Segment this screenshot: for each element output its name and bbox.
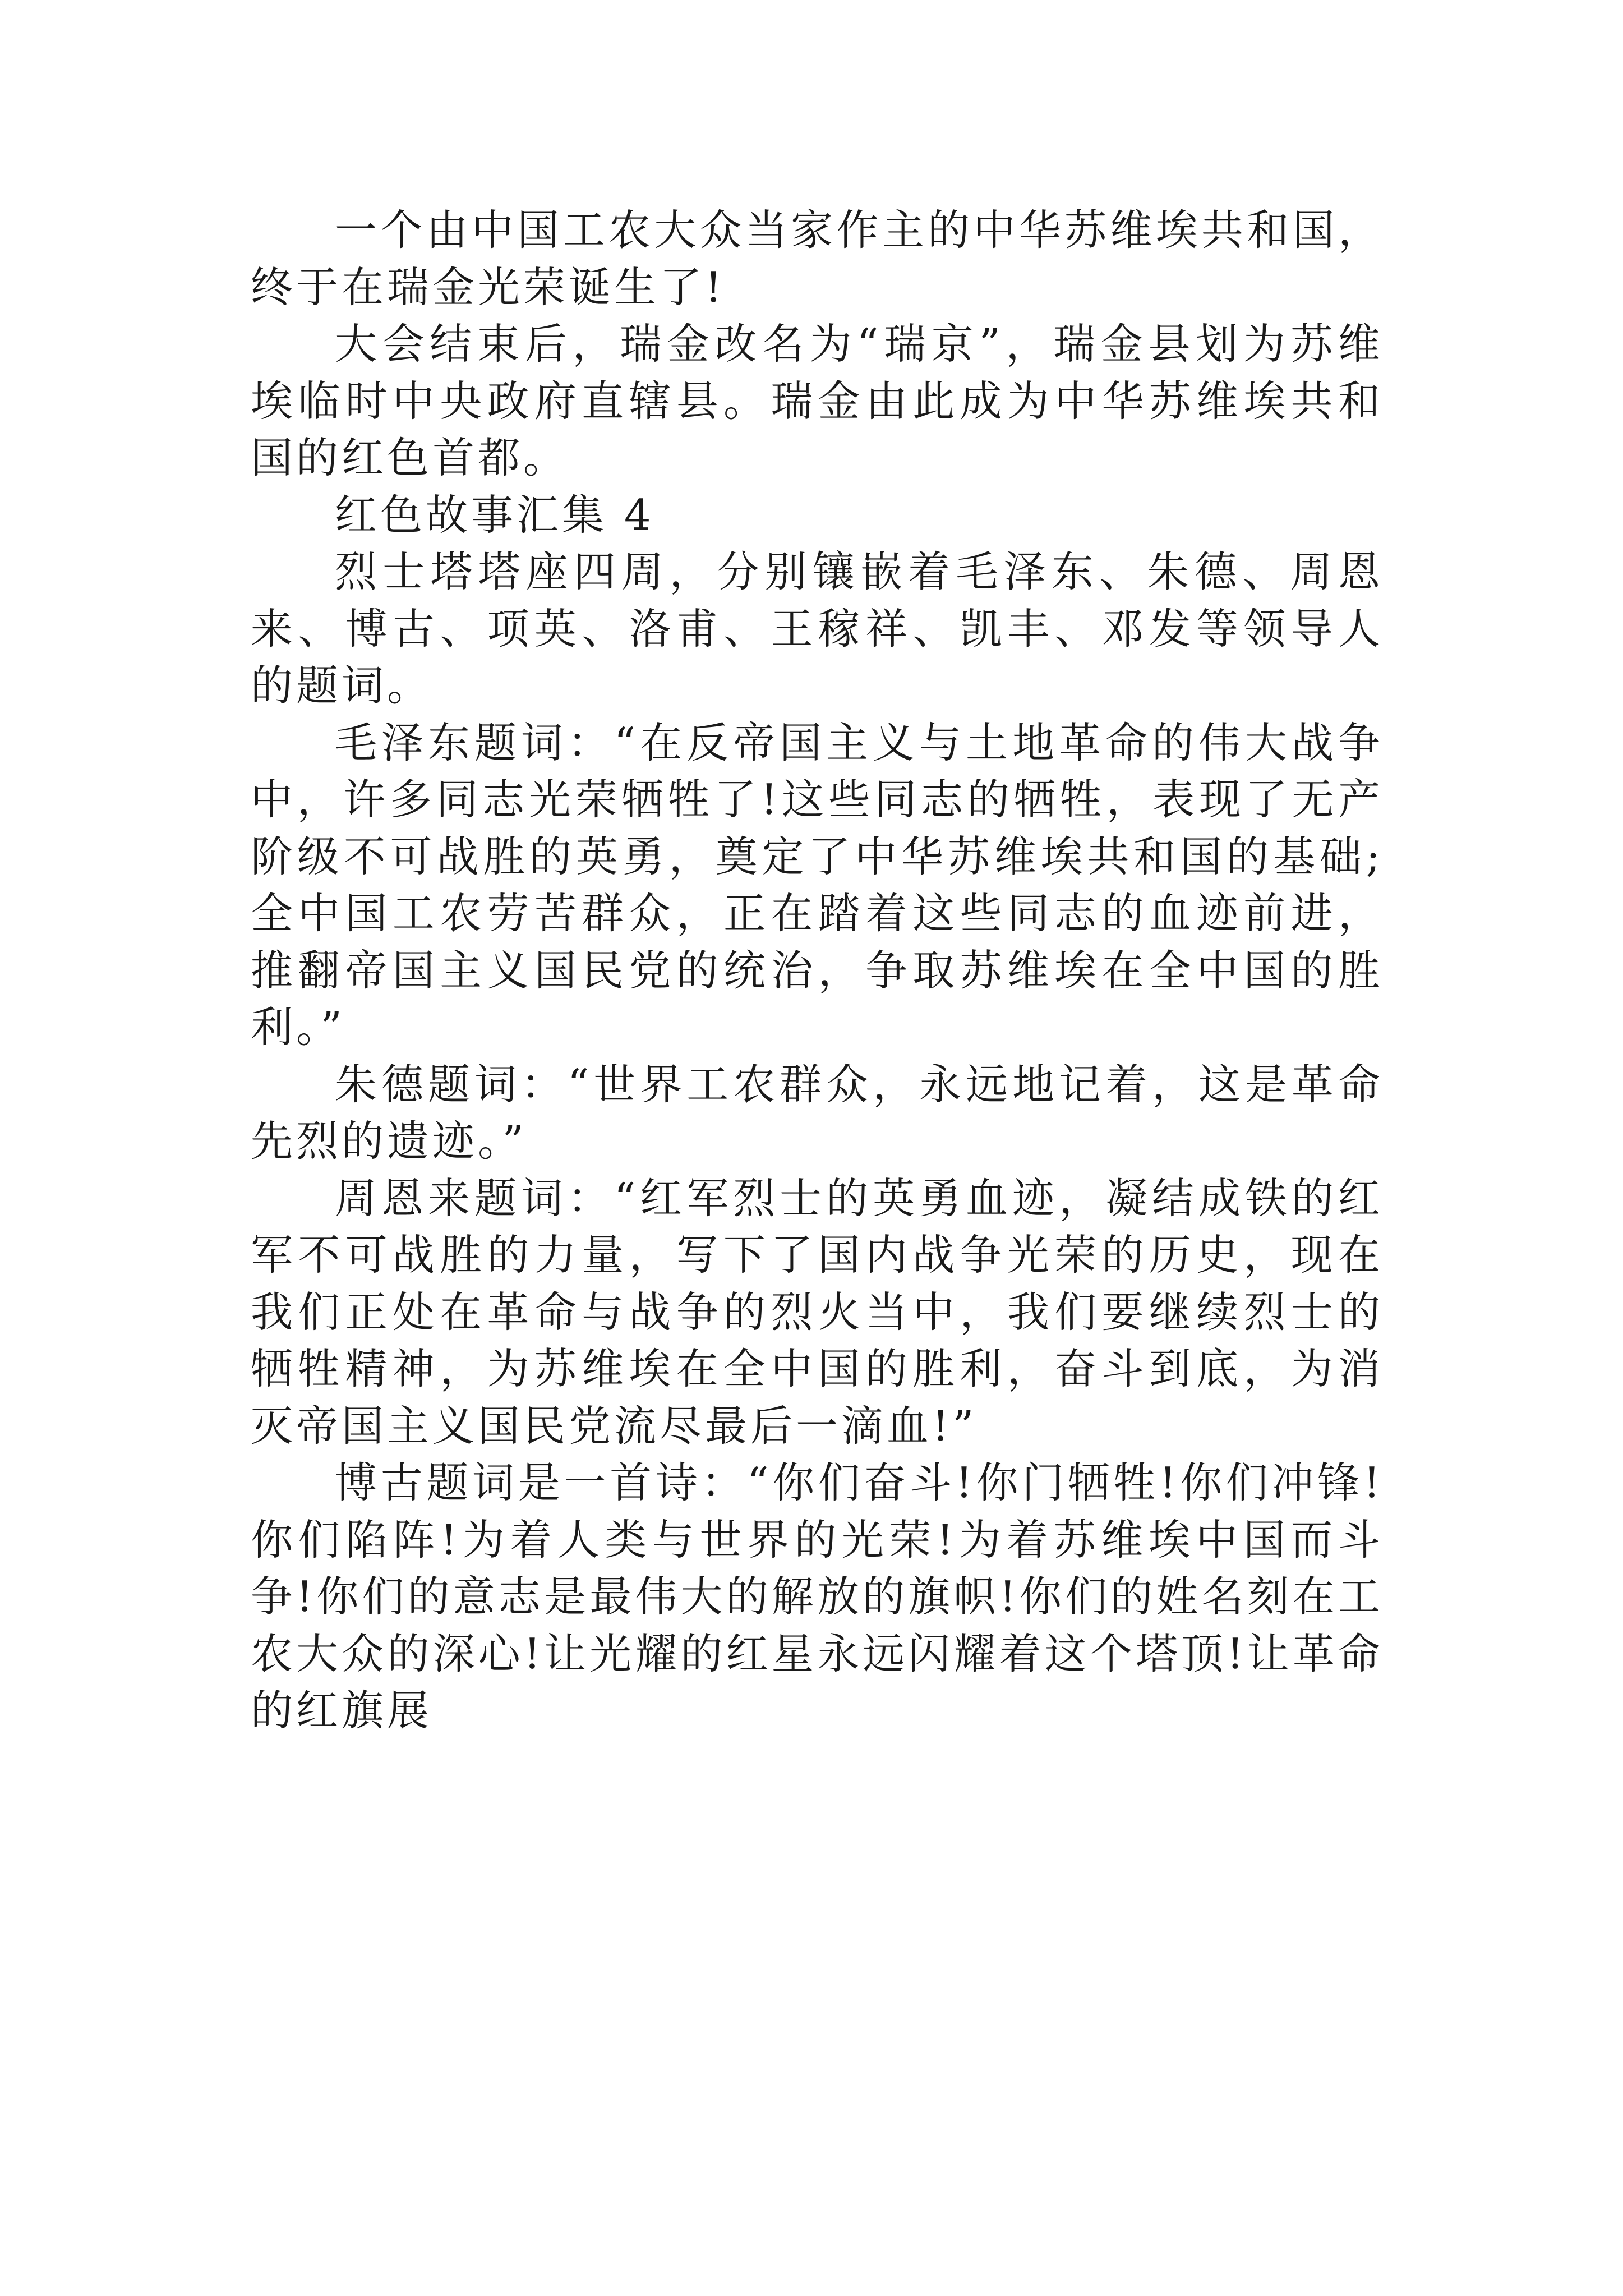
paragraph-zhu-inscription: 朱德题词：“世界工农群众，永远地记着，这是革命先烈的遗迹。” <box>251 1059 1384 1166</box>
paragraph-martyrs-tower: 烈士塔塔座四周，分别镶嵌着毛泽东、朱德、周恩来、博古、项英、洛甫、王稼祥、凯丰、邓发等领导人的题词。 <box>251 547 1384 710</box>
paragraph-mao-inscription: 毛泽东题词：“在反帝国主义与土地革命的伟大战争中，许多同志光荣牺牲了!这些同志的牺牲，表现了无产阶级不可战胜的英勇，奠定了中华苏维埃共和国的基础;全中国工农劳苦群众，正在踏着这些同志的血迹前进，推翻帝国主义国民党的统治，争取苏维埃在全中国的胜利。” <box>251 717 1384 1052</box>
paragraph-founding: 一个由中国工农大众当家作主的中华苏维埃共和国，终于在瑞金光荣诞生了! <box>251 205 1384 312</box>
paragraph-red-capital: 大会结束后，瑞金改名为“瑞京”，瑞金县划为苏维埃临时中央政府直辖县。瑞金由此成为中华苏维埃共和国的红色首都。 <box>251 319 1384 482</box>
paragraph-bogu-inscription: 博古题词是一首诗：“你们奋斗!你门牺牲!你们冲锋!你们陷阵!为着人类与世界的光荣!为着苏维埃中国而斗争!你们的意志是最伟大的解放的旗帜!你们的姓名刻在工农大众的深心!让光耀的红星永远闪耀着这个塔顶!让革命的红旗展 <box>251 1458 1384 1735</box>
paragraph-zhou-inscription: 周恩来题词：“红军烈士的英勇血迹，凝结成铁的红军不可战胜的力量，写下了国内战争光荣的历史，现在我们正处在革命与战争的烈火当中，我们要继续烈士的牺牲精神，为苏维埃在全中国的胜利，奋斗到底，为消灭帝国主义国民党流尽最后一滴血!” <box>251 1173 1384 1451</box>
section-heading: 红色故事汇集 4 <box>335 490 654 540</box>
document-body <box>251 202 1384 1740</box>
